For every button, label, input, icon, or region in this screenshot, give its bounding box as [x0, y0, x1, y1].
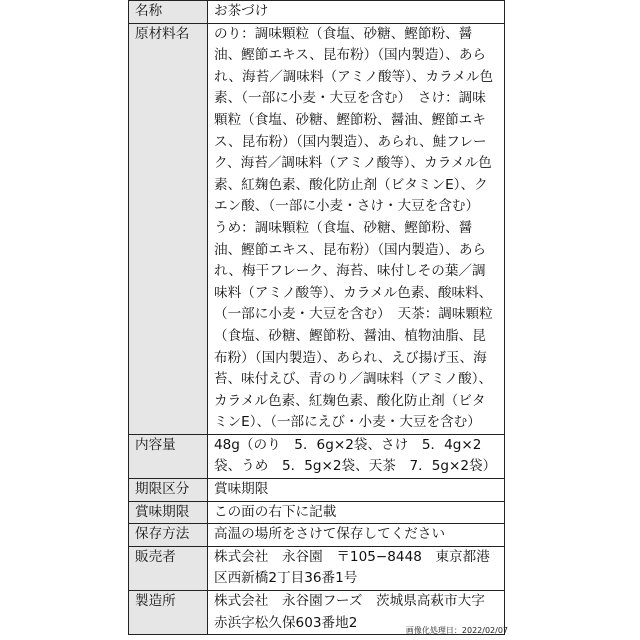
- row-value: 株式会社 永谷園 〒105−8448 東京都港区西新橋2丁目36番1号: [208, 546, 505, 590]
- row-label: 期限区分: [129, 479, 208, 502]
- row-product-name: [129, 1, 505, 24]
- row-contents: [129, 434, 505, 478]
- row-label: 名称: [129, 1, 208, 24]
- image-processed-date: 画像化処理日：2022/02/07: [405, 626, 508, 635]
- row-value: 48g（のり 5．6g×2袋、さけ 5．4g×2袋、うめ 5．5g×2袋、天茶 7．5g×2袋）: [208, 434, 505, 478]
- row-label: 保存方法: [129, 524, 208, 547]
- row-ingredients: [129, 23, 505, 434]
- food-label-table: [128, 0, 505, 635]
- row-storage: [129, 524, 505, 547]
- row-value: この面の右下に記載: [208, 501, 505, 524]
- row-value: のり：調味顆粒（食塩、砂糖、鰹節粉、醤油、鰹節エキス、昆布粉）（国内製造）、あられ、海苔／調味料（アミノ酸等）、カラメル色素、（一部に小麦・大豆を含む） さけ：調味顆粒（食塩、砂糖、鰹節粉、醤油、鰹節エキス、昆布粉）（国内製造）、あられ、鮭フレーク、海苔／調味料（アミノ酸等）、カラメル色素、紅麹色素、酸化防止剤（ビタミンE）、クエン酸、（一部に小麦・さけ・大豆を含む） うめ：調味顆粒（食塩、砂糖、鰹節粉、醤油、鰹節エキス、昆布粉）（国内製造）、あられ、梅干フレーク、海苔、味付しその葉／調味料（アミノ酸等）、カラメル色素、酸味料、（一部に小麦・大豆を含む） 天茶：調味顆粒（食塩、砂糖、鰹節粉、醤油、植物油脂、昆布粉）（国内製造）、あられ、えび揚げ玉、海苔、味付えび、青のり／調味料（アミノ酸）、カラメル色素、紅麹色素、酸化防止剤（ビタミンE）、（一部にえび・小麦・大豆を含む）: [208, 23, 505, 434]
- row-date-type: [129, 479, 505, 502]
- row-value: 賞味期限: [208, 479, 505, 502]
- row-label: 内容量: [129, 434, 208, 478]
- row-label: 賞味期限: [129, 501, 208, 524]
- row-seller: [129, 546, 505, 590]
- row-label: 原材料名: [129, 23, 208, 434]
- row-value: 株式会社 永谷園フーズ 茨城県高萩市大字赤浜字松久保603番地2: [208, 591, 505, 635]
- row-best-before: [129, 501, 505, 524]
- row-value: お茶づけ: [208, 1, 505, 24]
- row-label: 製造所: [129, 591, 208, 635]
- row-value: 高温の場所をさけて保存してください: [208, 524, 505, 547]
- row-label: 販売者: [129, 546, 208, 590]
